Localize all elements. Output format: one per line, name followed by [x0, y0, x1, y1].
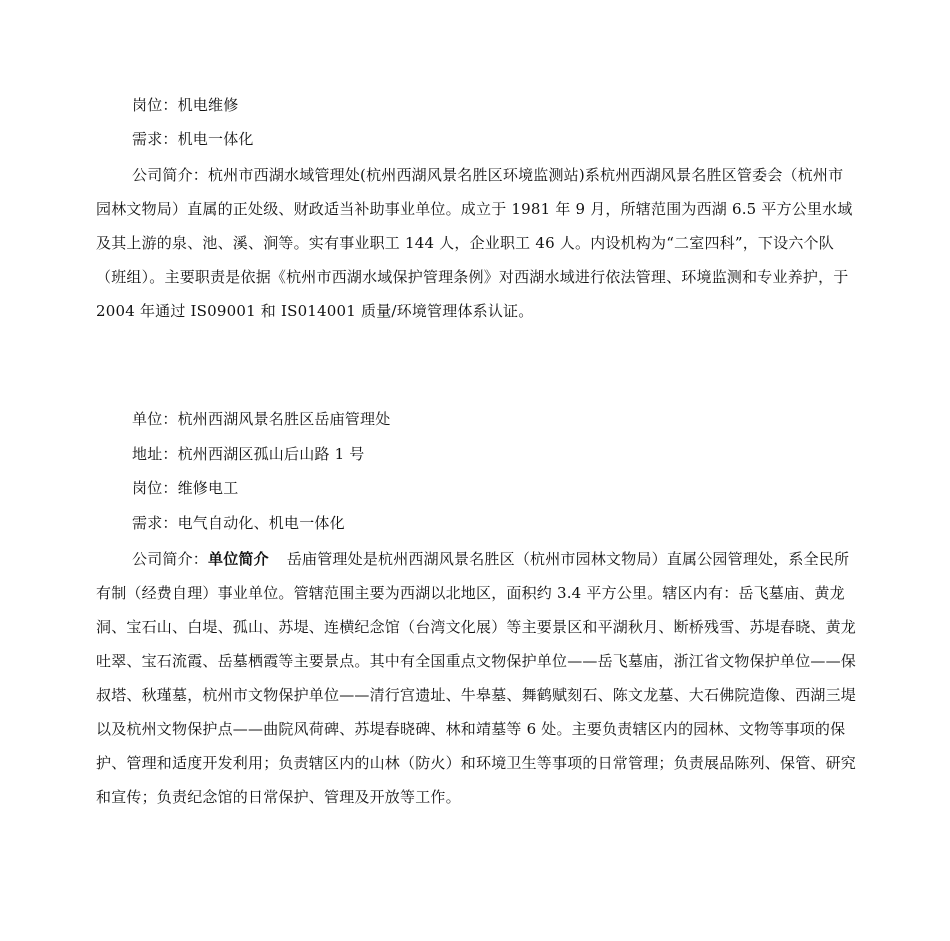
position-line-1 — [132, 88, 894, 122]
address-label: 地址： — [132, 445, 178, 463]
unit-label: 单位： — [132, 410, 178, 428]
unit-value: 杭州西湖风景名胜区岳庙管理处 — [177, 410, 391, 428]
company-intro-1 — [96, 158, 858, 328]
requirement-value: 机电一体化 — [177, 130, 254, 148]
position-value: 机电维修 — [177, 96, 239, 114]
address-line — [132, 437, 894, 471]
company-intro-2 — [96, 542, 858, 814]
intro-label: 公司简介： — [132, 166, 209, 184]
requirement-label: 需求： — [132, 130, 178, 148]
intro-label: 公司简介： — [132, 550, 209, 568]
intro-bold-heading: 单位简介 — [208, 550, 269, 568]
position-value: 维修电工 — [177, 479, 239, 497]
intro-text: 岳庙管理处是杭州西湖风景名胜区（杭州市园林文物局）直属公园管理处，系全民所有制（经费自理）事业单位。管辖范围主要为西湖以北地区，面积约 3.4 平方公里。辖区内有：岳飞墓庙、黄龙洞、宝石山、白堤、孤山、苏堤、连横纪念馆（台湾文化展）等主要景区和平湖秋月、断桥残雪、苏堤春晓、黄龙吐翠、宝石流霞、岳墓栖霞等主要景点。其中有全国重点文物保护单位——岳飞墓庙，浙江省文物保护单位——保叔塔、秋瑾墓，杭州市文物保护单位——清行宫遗址、牛皋墓、舞鹤赋刻石、陈文龙墓、大石佛院造像、西湖三堤以及杭州文物保护点——曲院风荷碑、苏堤春晓碑、林和靖墓等 6 处。主要负责辖区内的园林、文物等事项的保护、管理和适度开发利用；负责辖区内的山林（防火）和环境卫生等事项的日常管理；负责展品陈列、保管、研究和宣传；负责纪念馆的日常保护、管理及开放等工作。 — [96, 550, 857, 806]
requirement-line-1 — [132, 122, 894, 156]
address-value: 杭州西湖区孤山后山路 1 号 — [177, 445, 365, 463]
position-line-2 — [132, 471, 894, 505]
requirement-line-2 — [132, 506, 894, 540]
position-label: 岗位： — [132, 479, 178, 497]
position-label: 岗位： — [132, 96, 178, 114]
requirement-value: 电气自动化、机电一体化 — [177, 514, 345, 532]
requirement-label: 需求： — [132, 514, 178, 532]
unit-line — [132, 402, 894, 436]
intro-text: 杭州市西湖水域管理处(杭州西湖风景名胜区环境监测站)系杭州西湖风景名胜区管委会（杭州市园林文物局）直属的正处级、财政适当补助事业单位。成立于 1981 年 9 月，所辖范围为西湖 6.5 平方公里水域及其上游的泉、池、溪、涧等。实有事业职工 144 人，企业职工 46 人。内设机构为“二室四科”，下设六个队（班组）。主要职责是依据《杭州市西湖水域保护管理条例》对西湖水域进行依法管理、环境监测和专业养护，于 2004 年通过 IS09001 和 IS014001 质量/环境管理体系认证。 — [96, 166, 853, 320]
